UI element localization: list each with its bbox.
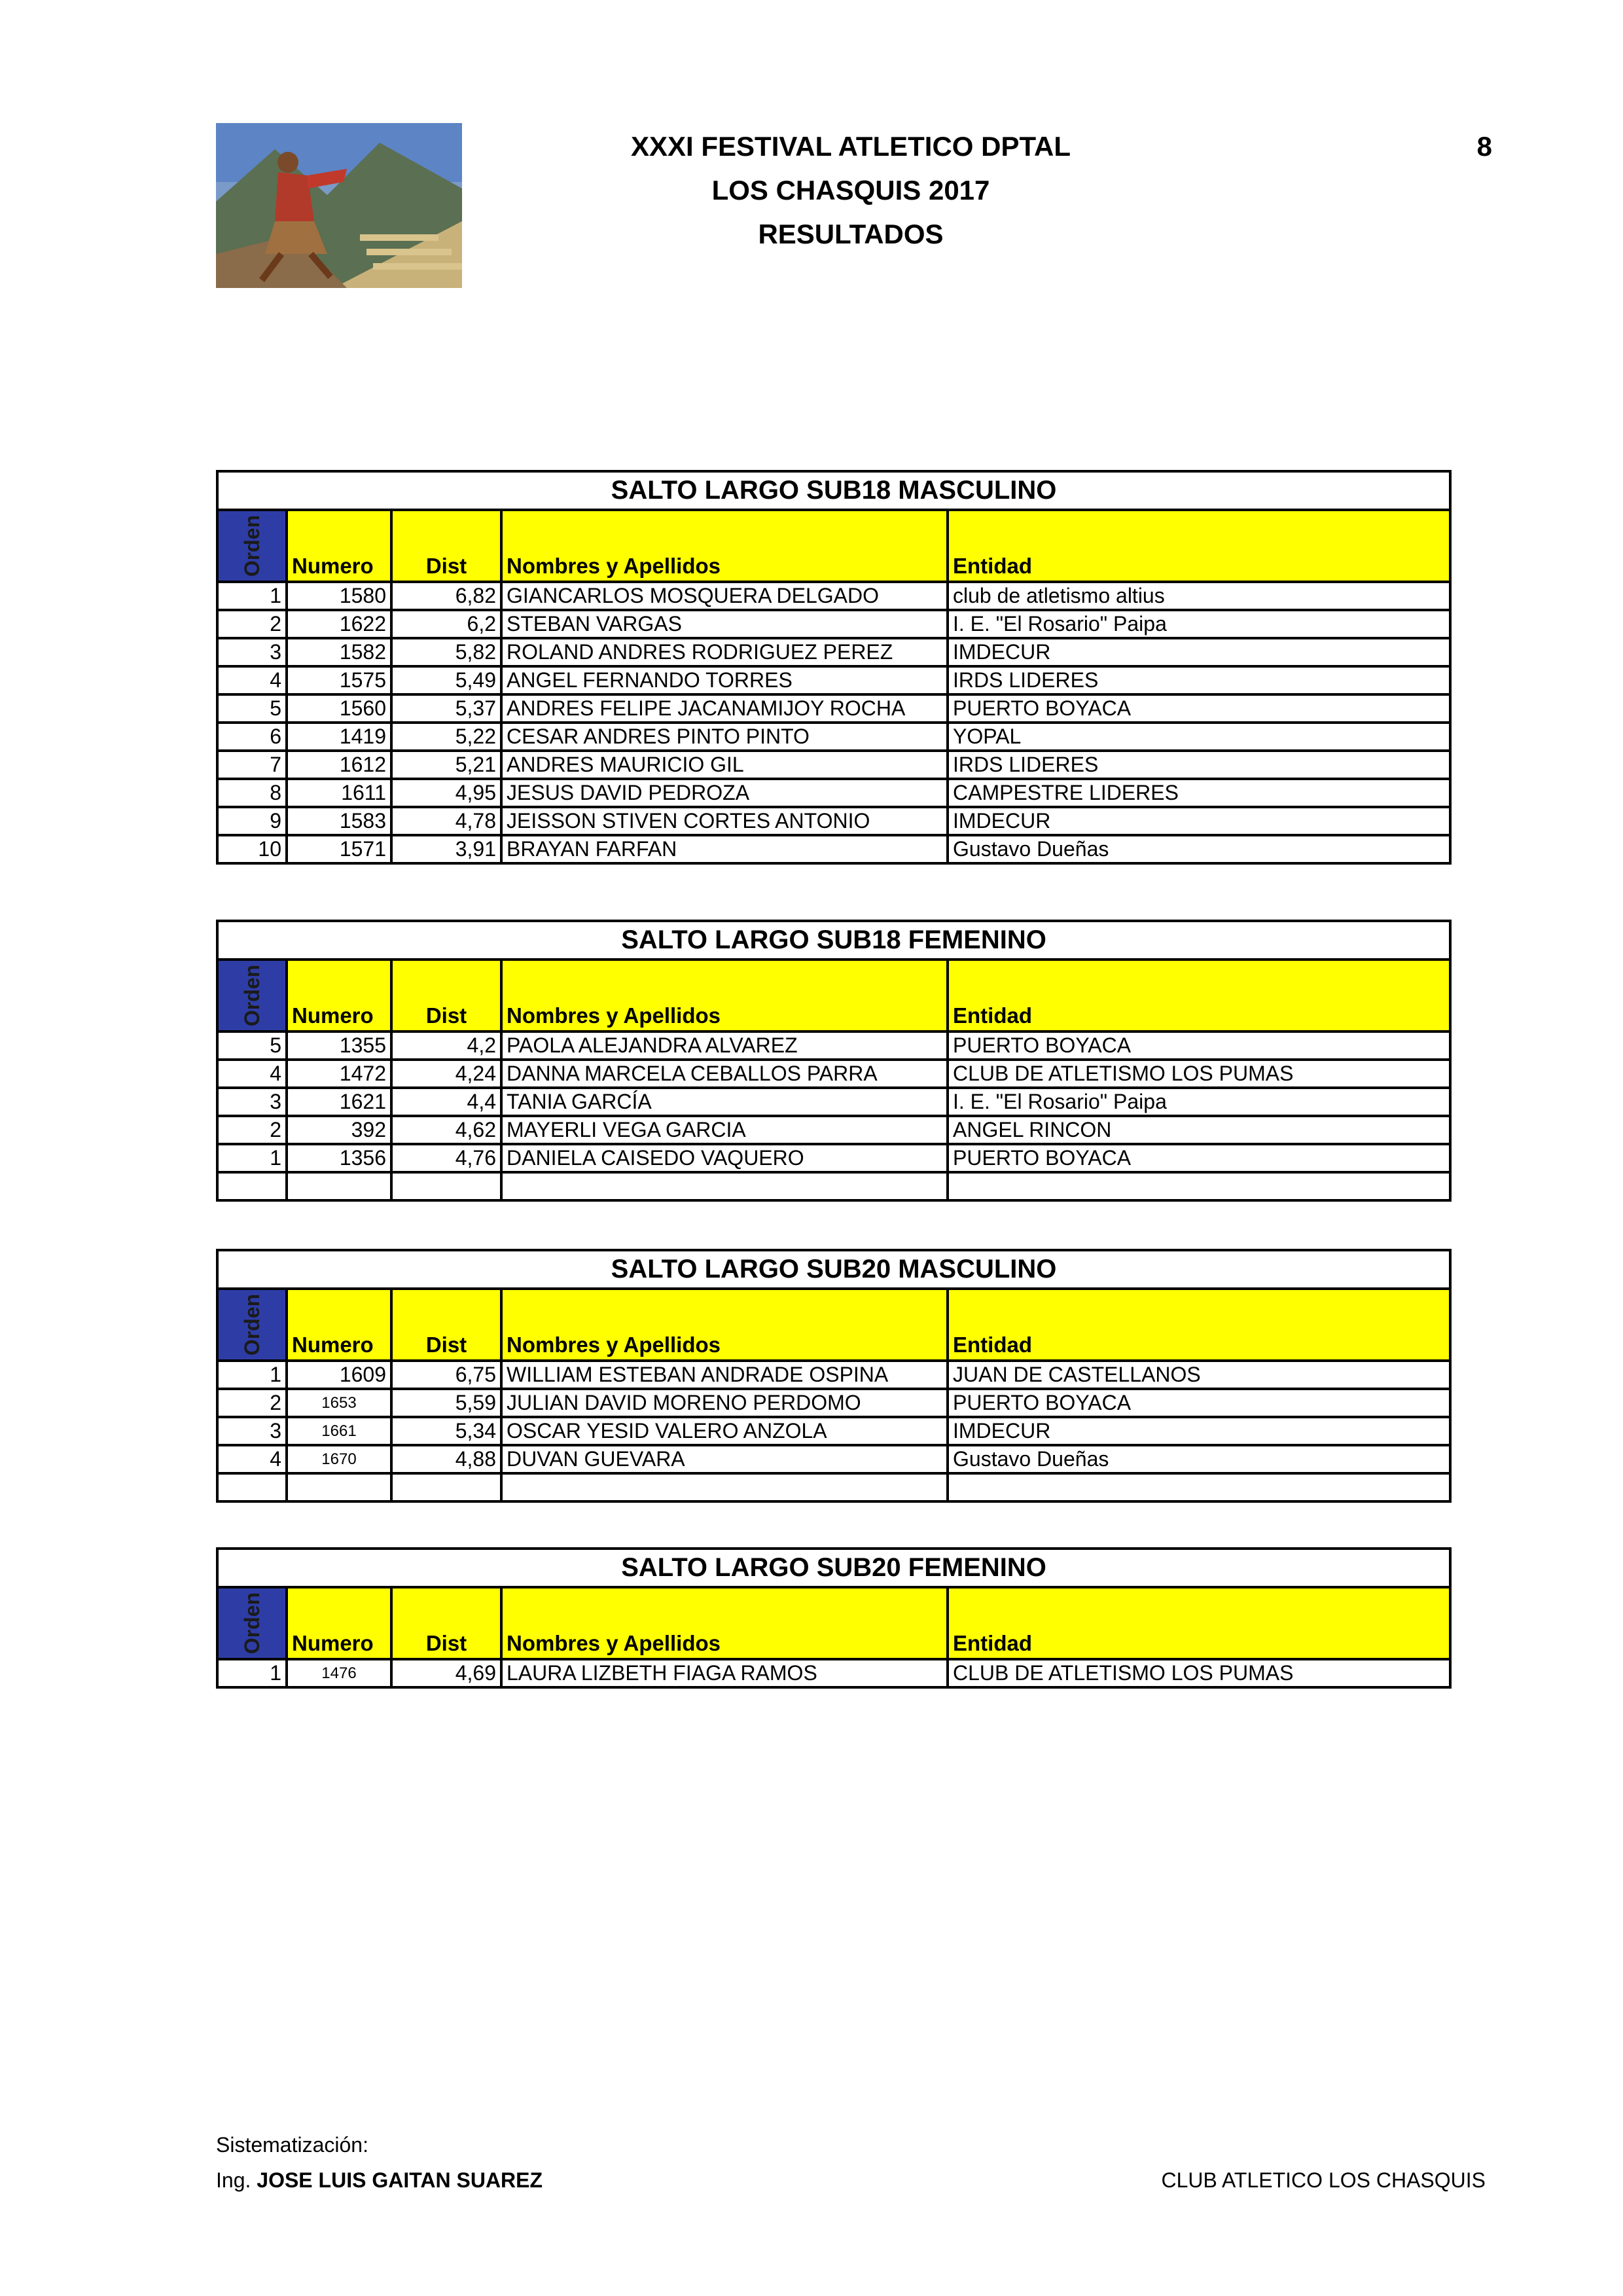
results-table (216, 920, 1452, 1202)
cell-orden: 3 (217, 638, 287, 666)
cell-entidad: CLUB DE ATLETISMO LOS PUMAS (948, 1060, 1450, 1088)
cell-nombre: ROLAND ANDRES RODRIGUEZ PEREZ (501, 638, 948, 666)
table-row (217, 1417, 1450, 1445)
table-row (217, 723, 1450, 751)
table-row (217, 1144, 1450, 1172)
cell-nombre: ANGEL FERNANDO TORRES (501, 666, 948, 694)
cell-nombre: MAYERLI VEGA GARCIA (501, 1116, 948, 1144)
header-nombres: Nombres y Apellidos (501, 510, 948, 582)
title-line-1: XXXI FESTIVAL ATLETICO DPTAL (630, 131, 1071, 162)
cell-nombre: DUVAN GUEVARA (501, 1445, 948, 1473)
cell-dist (391, 1172, 501, 1200)
table-row (217, 779, 1450, 807)
cell-orden: 2 (217, 1389, 287, 1417)
footer-label: Sistematización: (216, 2133, 368, 2157)
cell-entidad: PUERTO BOYACA (948, 694, 1450, 723)
cell-numero: 1583 (287, 807, 391, 835)
cell-numero: 1609 (287, 1361, 391, 1389)
cell-numero: 1612 (287, 751, 391, 779)
table-row (217, 1088, 1450, 1116)
table-row (217, 638, 1450, 666)
header-numero: Numero (287, 1587, 391, 1659)
cell-numero: 392 (287, 1116, 391, 1144)
cell-orden (217, 1473, 287, 1501)
cell-entidad: PUERTO BOYACA (948, 1144, 1450, 1172)
table-title: SALTO LARGO SUB18 FEMENINO (217, 921, 1450, 960)
cell-orden: 10 (217, 835, 287, 863)
header-dist: Dist (391, 1289, 501, 1361)
cell-orden: 9 (217, 807, 287, 835)
cell-nombre: CESAR ANDRES PINTO PINTO (501, 723, 948, 751)
cell-orden (217, 1172, 287, 1200)
cell-orden: 1 (217, 582, 287, 610)
table-row (217, 1031, 1450, 1060)
cell-orden: 6 (217, 723, 287, 751)
cell-dist: 4,4 (391, 1088, 501, 1116)
cell-orden: 4 (217, 1445, 287, 1473)
table-title: SALTO LARGO SUB18 MASCULINO (217, 471, 1450, 510)
table-row (217, 1060, 1450, 1088)
cell-nombre: ANDRES MAURICIO GIL (501, 751, 948, 779)
header-nombres: Nombres y Apellidos (501, 960, 948, 1031)
cell-orden: 7 (217, 751, 287, 779)
cell-dist: 4,76 (391, 1144, 501, 1172)
cell-dist: 4,78 (391, 807, 501, 835)
cell-dist: 4,62 (391, 1116, 501, 1144)
table-row (217, 1445, 1450, 1473)
cell-nombre: BRAYAN FARFAN (501, 835, 948, 863)
cell-orden: 5 (217, 694, 287, 723)
cell-numero: 1670 (287, 1445, 391, 1473)
cell-nombre: JESUS DAVID PEDROZA (501, 779, 948, 807)
cell-numero: 1611 (287, 779, 391, 807)
cell-entidad (948, 1172, 1450, 1200)
table-row (217, 666, 1450, 694)
cell-dist: 5,34 (391, 1417, 501, 1445)
cell-orden: 2 (217, 1116, 287, 1144)
header-dist: Dist (391, 960, 501, 1031)
cell-nombre (501, 1172, 948, 1200)
cell-entidad: I. E. "El Rosario" Paipa (948, 1088, 1450, 1116)
table-row (217, 610, 1450, 638)
cell-entidad: IRDS LIDERES (948, 666, 1450, 694)
table-row (217, 1116, 1450, 1144)
table-row (217, 1659, 1450, 1687)
table-title: SALTO LARGO SUB20 MASCULINO (217, 1250, 1450, 1289)
cell-nombre: GIANCARLOS MOSQUERA DELGADO (501, 582, 948, 610)
cell-entidad: ANGEL RINCON (948, 1116, 1450, 1144)
header-orden (217, 1587, 287, 1659)
page-number: 8 (1476, 131, 1492, 162)
cell-nombre: TANIA GARCÍA (501, 1088, 948, 1116)
cell-entidad: IMDECUR (948, 638, 1450, 666)
table-row (217, 1389, 1450, 1417)
cell-numero: 1653 (287, 1389, 391, 1417)
results-table (216, 470, 1452, 865)
cell-orden: 2 (217, 610, 287, 638)
cell-numero: 1571 (287, 835, 391, 863)
cell-numero: 1621 (287, 1088, 391, 1116)
footer-credits (216, 2127, 543, 2198)
results-table (216, 1547, 1452, 1689)
header-dist: Dist (391, 510, 501, 582)
header-orden (217, 1289, 287, 1361)
cell-dist: 5,59 (391, 1389, 501, 1417)
cell-entidad: IMDECUR (948, 807, 1450, 835)
cell-dist: 5,22 (391, 723, 501, 751)
cell-numero (287, 1473, 391, 1501)
cell-dist: 5,49 (391, 666, 501, 694)
cell-nombre: LAURA LIZBETH FIAGA RAMOS (501, 1659, 948, 1687)
title-line-3: RESULTADOS (758, 219, 944, 249)
title-line-2: LOS CHASQUIS 2017 (711, 175, 990, 206)
cell-entidad (948, 1473, 1450, 1501)
footer-name: JOSE LUIS GAITAN SUAREZ (257, 2168, 543, 2192)
table-row (217, 835, 1450, 863)
cell-dist: 4,2 (391, 1031, 501, 1060)
footer-author (216, 2162, 543, 2198)
header-nombres: Nombres y Apellidos (501, 1289, 948, 1361)
festival-logo (216, 123, 462, 288)
document-title (576, 124, 1126, 256)
table-row (217, 807, 1450, 835)
table-title: SALTO LARGO SUB20 FEMENINO (217, 1549, 1450, 1587)
cell-dist: 5,82 (391, 638, 501, 666)
cell-numero: 1580 (287, 582, 391, 610)
cell-nombre: ANDRES FELIPE JACANAMIJOY ROCHA (501, 694, 948, 723)
header-entidad: Entidad (948, 510, 1450, 582)
cell-entidad: club de atletismo altius (948, 582, 1450, 610)
header-entidad: Entidad (948, 1587, 1450, 1659)
cell-dist: 6,82 (391, 582, 501, 610)
cell-nombre: WILLIAM ESTEBAN ANDRADE OSPINA (501, 1361, 948, 1389)
cell-numero: 1356 (287, 1144, 391, 1172)
table-row (217, 1172, 1450, 1200)
cell-nombre: JEISSON STIVEN CORTES ANTONIO (501, 807, 948, 835)
cell-dist: 6,75 (391, 1361, 501, 1389)
table-row (217, 751, 1450, 779)
results-table (216, 1249, 1452, 1503)
cell-numero: 1661 (287, 1417, 391, 1445)
cell-entidad: IMDECUR (948, 1417, 1450, 1445)
table-row (217, 582, 1450, 610)
cell-dist: 4,69 (391, 1659, 501, 1687)
header-orden-label: Orden (240, 1293, 264, 1356)
cell-entidad: CLUB DE ATLETISMO LOS PUMAS (948, 1659, 1450, 1687)
cell-orden: 3 (217, 1417, 287, 1445)
header-dist: Dist (391, 1587, 501, 1659)
cell-dist: 4,24 (391, 1060, 501, 1088)
cell-dist (391, 1473, 501, 1501)
header-numero: Numero (287, 510, 391, 582)
cell-orden: 4 (217, 666, 287, 694)
cell-numero: 1355 (287, 1031, 391, 1060)
header-orden (217, 960, 287, 1031)
cell-numero: 1575 (287, 666, 391, 694)
cell-numero: 1476 (287, 1659, 391, 1687)
cell-numero: 1472 (287, 1060, 391, 1088)
cell-orden: 1 (217, 1361, 287, 1389)
cell-entidad: YOPAL (948, 723, 1450, 751)
header-numero: Numero (287, 1289, 391, 1361)
cell-dist: 4,88 (391, 1445, 501, 1473)
footer-prefix: Ing. (216, 2168, 251, 2192)
cell-orden: 8 (217, 779, 287, 807)
cell-orden: 5 (217, 1031, 287, 1060)
header-orden-label: Orden (240, 514, 264, 577)
header-orden-label: Orden (240, 964, 264, 1027)
cell-numero: 1582 (287, 638, 391, 666)
header-numero: Numero (287, 960, 391, 1031)
cell-numero: 1622 (287, 610, 391, 638)
cell-entidad: PUERTO BOYACA (948, 1031, 1450, 1060)
cell-numero: 1419 (287, 723, 391, 751)
cell-entidad: Gustavo Dueñas (948, 1445, 1450, 1473)
header-entidad: Entidad (948, 1289, 1450, 1361)
cell-nombre: PAOLA ALEJANDRA ALVAREZ (501, 1031, 948, 1060)
cell-nombre: STEBAN VARGAS (501, 610, 948, 638)
header-orden (217, 510, 287, 582)
cell-orden: 3 (217, 1088, 287, 1116)
table-row (217, 1361, 1450, 1389)
cell-dist: 5,37 (391, 694, 501, 723)
cell-entidad: PUERTO BOYACA (948, 1389, 1450, 1417)
table-row (217, 1473, 1450, 1501)
cell-entidad: JUAN DE CASTELLANOS (948, 1361, 1450, 1389)
cell-nombre: DANIELA CAISEDO VAQUERO (501, 1144, 948, 1172)
cell-numero (287, 1172, 391, 1200)
cell-dist: 6,2 (391, 610, 501, 638)
cell-entidad: Gustavo Dueñas (948, 835, 1450, 863)
footer-club: CLUB ATLETICO LOS CHASQUIS (1161, 2168, 1486, 2192)
header-entidad: Entidad (948, 960, 1450, 1031)
cell-nombre: OSCAR YESID VALERO ANZOLA (501, 1417, 948, 1445)
cell-entidad: I. E. "El Rosario" Paipa (948, 610, 1450, 638)
header-orden-label: Orden (240, 1592, 264, 1655)
cell-nombre (501, 1473, 948, 1501)
cell-orden: 1 (217, 1659, 287, 1687)
cell-dist: 5,21 (391, 751, 501, 779)
cell-numero: 1560 (287, 694, 391, 723)
cell-nombre: DANNA MARCELA CEBALLOS PARRA (501, 1060, 948, 1088)
header-nombres: Nombres y Apellidos (501, 1587, 948, 1659)
cell-entidad: IRDS LIDERES (948, 751, 1450, 779)
cell-dist: 4,95 (391, 779, 501, 807)
cell-orden: 1 (217, 1144, 287, 1172)
cell-entidad: CAMPESTRE LIDERES (948, 779, 1450, 807)
table-row (217, 694, 1450, 723)
cell-dist: 3,91 (391, 835, 501, 863)
cell-nombre: JULIAN DAVID MORENO PERDOMO (501, 1389, 948, 1417)
cell-orden: 4 (217, 1060, 287, 1088)
